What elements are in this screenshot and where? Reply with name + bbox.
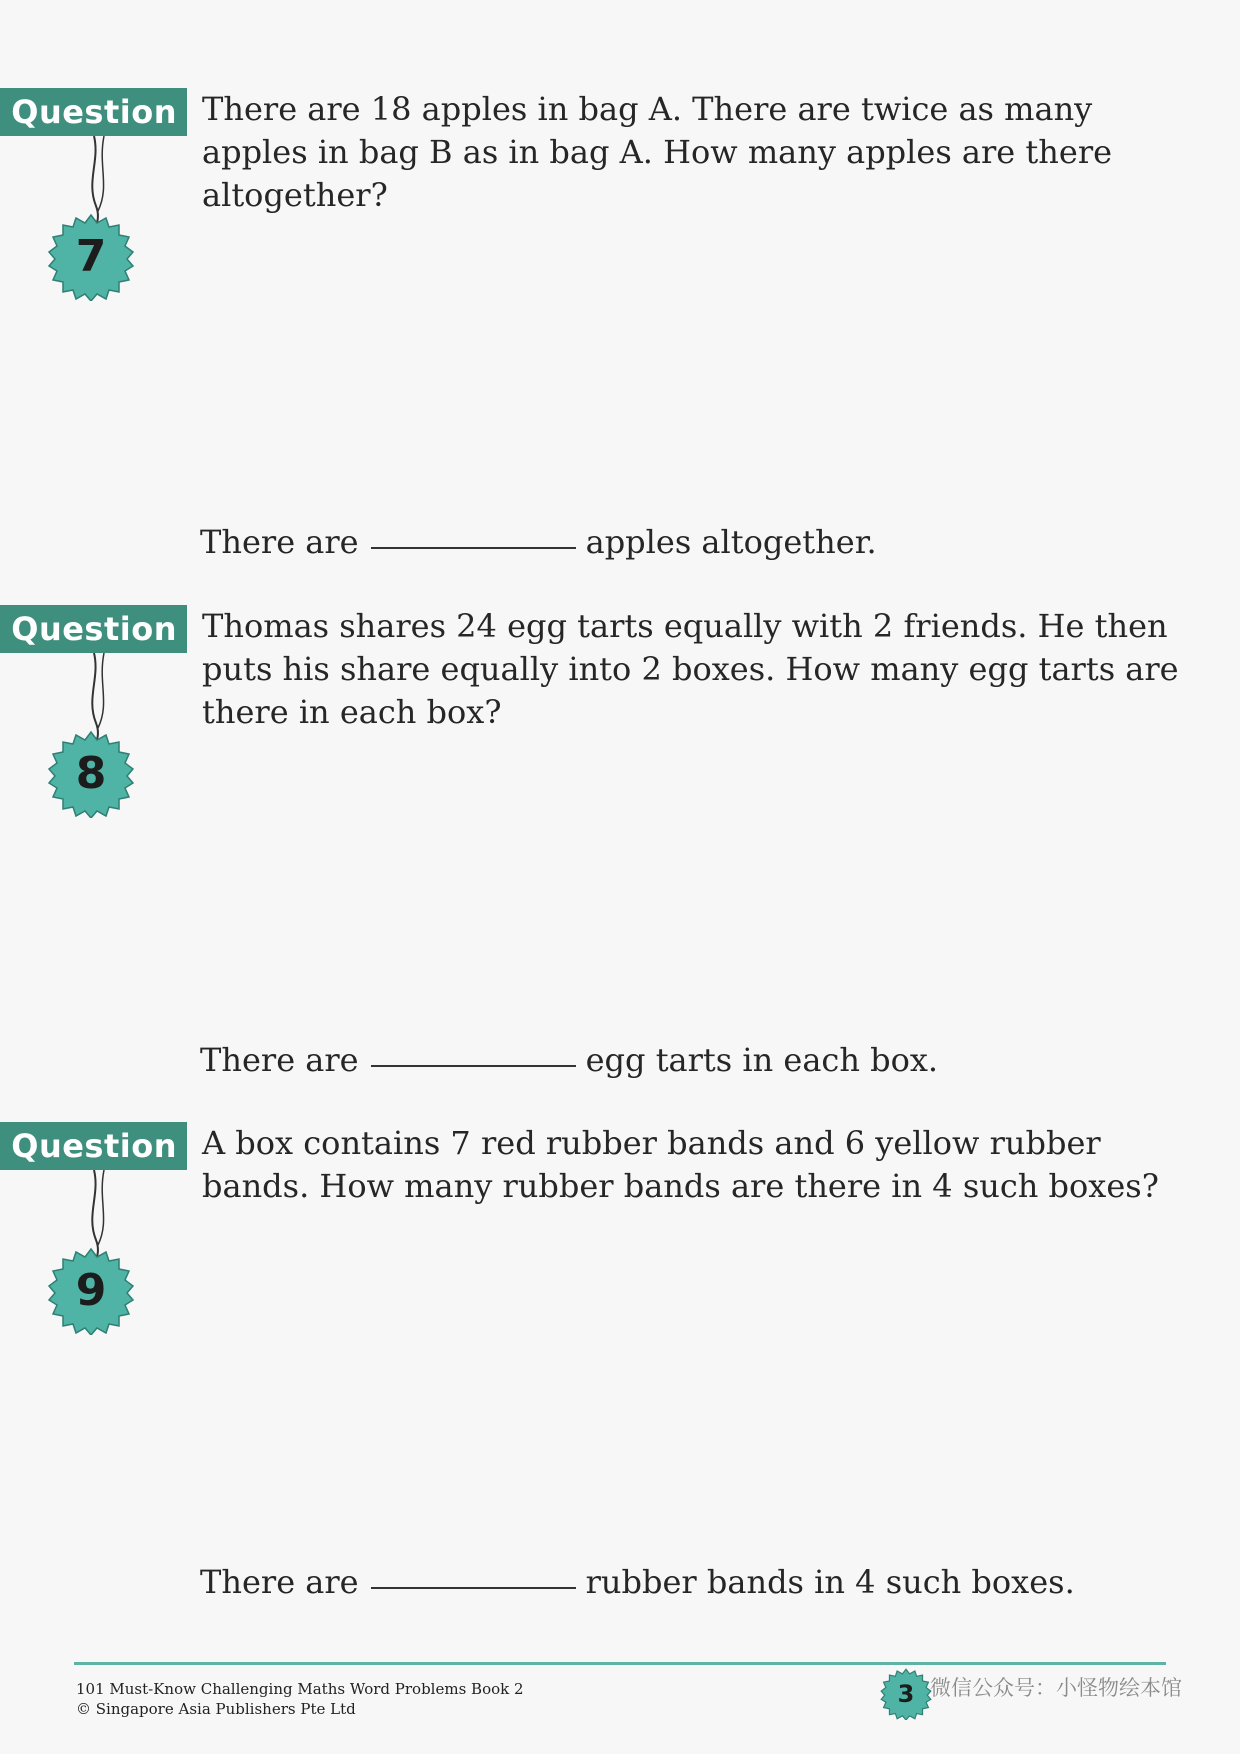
- answer-line-9: [200, 1562, 1200, 1602]
- answer-blank[interactable]: [371, 1065, 576, 1067]
- answer-prefix: There are: [200, 1041, 359, 1079]
- answer-blank[interactable]: [371, 1587, 576, 1589]
- answer-suffix: apples altogether.: [585, 523, 877, 561]
- question-number: 9: [75, 1265, 107, 1316]
- answer-suffix: egg tarts in each box.: [585, 1041, 939, 1079]
- page-number: 3: [897, 1680, 915, 1708]
- question-text: Thomas shares 24 egg tarts equally with 2 friends. He then puts his share equally into 2 boxes. How many egg tarts are there in each box?: [202, 607, 1179, 731]
- answer-prefix: There are: [200, 523, 359, 561]
- footer-rule: [74, 1662, 1166, 1665]
- question-number: 8: [75, 748, 107, 799]
- watermark-text: 微信公众号：小怪物绘本馆: [930, 1676, 1182, 1700]
- question-text: There are 18 apples in bag A. There are twice as many apples in bag B as in bag A. How many apples are there altogether?: [202, 90, 1113, 214]
- answer-line-7: [200, 522, 1200, 562]
- question-number: 7: [75, 231, 107, 282]
- footer-copyright: © Singapore Asia Publishers Pte Ltd: [76, 1700, 356, 1718]
- answer-blank[interactable]: [371, 547, 576, 549]
- question-tag: Question: [0, 1122, 187, 1170]
- answer-prefix: There are: [200, 1563, 359, 1601]
- answer-suffix: rubber bands in 4 such boxes.: [585, 1563, 1075, 1601]
- question-text: A box contains 7 red rubber bands and 6 yellow rubber bands. How many rubber bands are there in 4 such boxes?: [202, 1124, 1159, 1205]
- question-tag: Question: [0, 605, 187, 653]
- footer-book-title: 101 Must-Know Challenging Maths Word Problems Book 2: [76, 1680, 524, 1698]
- question-tag: Question: [0, 88, 187, 136]
- answer-line-8: [200, 1040, 1200, 1080]
